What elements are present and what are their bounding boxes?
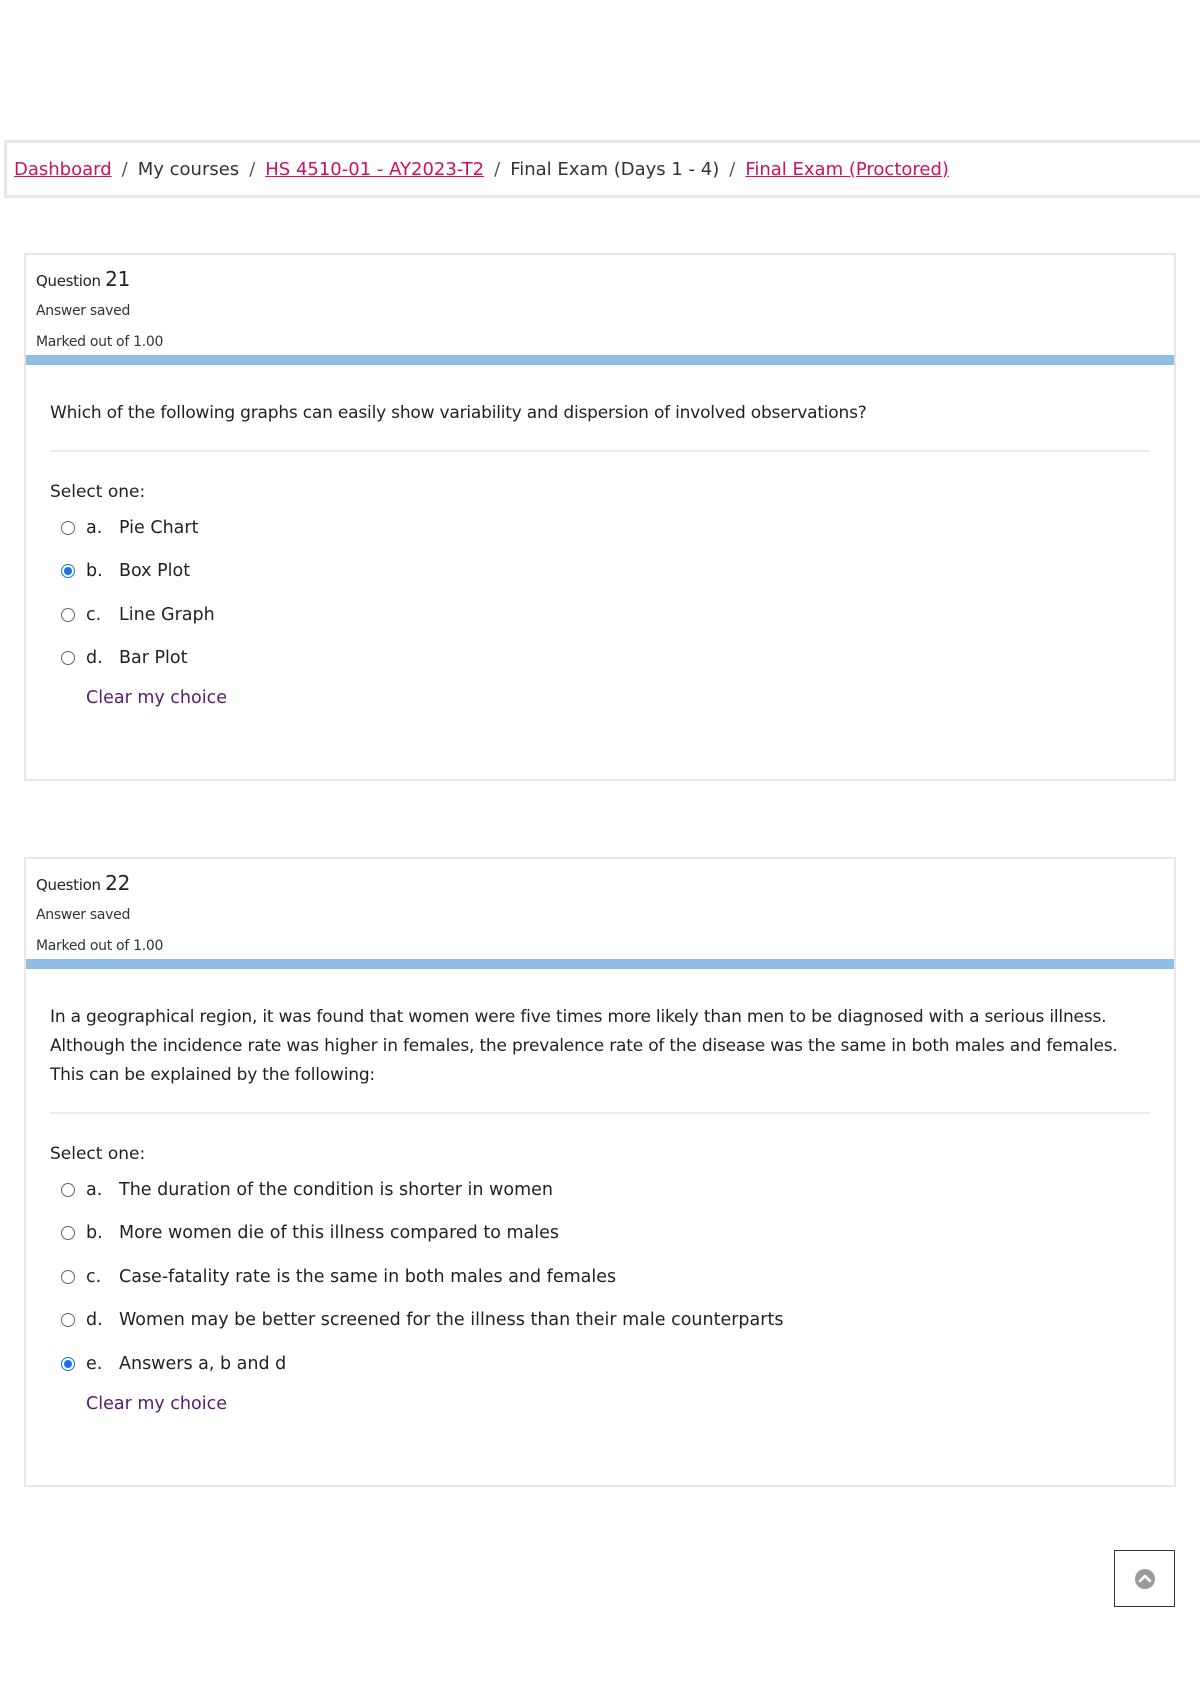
divider	[50, 450, 1150, 452]
question-label: Question	[36, 272, 101, 290]
radio-button[interactable]	[61, 608, 75, 622]
question-number	[36, 267, 1174, 291]
option-letter: a.	[86, 1179, 103, 1200]
option-letter: a.	[86, 517, 103, 538]
question-accent-bar	[26, 355, 1174, 365]
question-accent-bar	[26, 959, 1174, 969]
answer-option-c[interactable]	[50, 1255, 1150, 1299]
question-content	[26, 365, 1174, 708]
option-letter: c.	[86, 1266, 102, 1287]
breadcrumb-separator: /	[249, 158, 256, 180]
breadcrumb-course-link[interactable]: HS 4510-01 - AY2023-T2	[265, 158, 485, 180]
radio-button[interactable]	[61, 1183, 75, 1197]
answer-option-d[interactable]	[50, 637, 1150, 681]
question-marks: Marked out of 1.00	[36, 938, 164, 954]
question-info	[26, 859, 1174, 959]
option-letter: c.	[86, 604, 102, 625]
chevron-up-circle-icon	[1134, 1568, 1156, 1590]
option-text: Bar Plot	[119, 648, 188, 669]
radio-button[interactable]	[61, 1270, 75, 1284]
breadcrumb-separator: /	[121, 158, 128, 180]
option-text: More women die of this illness compared to males	[119, 1223, 560, 1244]
clear-my-choice-link[interactable]: Clear my choice	[86, 688, 227, 708]
question-status: Answer saved	[36, 303, 131, 319]
option-text: Line Graph	[119, 604, 215, 625]
answer-options	[50, 506, 1150, 680]
answer-option-c[interactable]	[50, 593, 1150, 637]
select-one-label: Select one:	[50, 482, 146, 502]
select-one-label: Select one:	[50, 1144, 146, 1164]
breadcrumb	[4, 140, 1200, 198]
radio-button-selected[interactable]	[61, 564, 75, 578]
radio-button[interactable]	[61, 521, 75, 535]
option-text: Box Plot	[119, 561, 191, 582]
option-letter: d.	[86, 648, 103, 669]
question-number-value: 21	[105, 267, 131, 291]
option-letter: b.	[86, 1223, 103, 1244]
radio-button[interactable]	[61, 651, 75, 665]
question-status: Answer saved	[36, 907, 131, 923]
breadcrumb-separator: /	[729, 158, 736, 180]
option-text: Women may be better screened for the illness than their male counterparts	[119, 1310, 784, 1331]
answer-option-e[interactable]	[50, 1342, 1150, 1386]
answer-option-d[interactable]	[50, 1299, 1150, 1343]
breadcrumb-separator: /	[494, 158, 501, 180]
question-card	[24, 253, 1176, 781]
option-letter: e.	[86, 1353, 103, 1374]
radio-button[interactable]	[61, 1226, 75, 1240]
breadcrumb-section: Final Exam (Days 1 - 4)	[510, 158, 720, 180]
answer-option-b[interactable]	[50, 1212, 1150, 1256]
radio-button-selected[interactable]	[61, 1357, 75, 1371]
option-letter: d.	[86, 1310, 103, 1331]
breadcrumb-quiz-link[interactable]: Final Exam (Proctored)	[745, 158, 949, 180]
clear-my-choice-link[interactable]: Clear my choice	[86, 1393, 227, 1414]
question-marks: Marked out of 1.00	[36, 334, 164, 350]
breadcrumb-my-courses: My courses	[137, 158, 240, 180]
back-to-top-button[interactable]	[1114, 1550, 1175, 1607]
option-letter: b.	[86, 561, 103, 582]
question-info	[26, 255, 1174, 355]
question-card	[24, 857, 1176, 1487]
answer-option-b[interactable]	[50, 550, 1150, 594]
option-text: Case-fatality rate is the same in both males and females	[119, 1266, 617, 1287]
question-content	[26, 969, 1174, 1414]
answer-option-a[interactable]	[50, 506, 1150, 550]
question-text: Which of the following graphs can easily show variability and dispersion of involved observations?	[50, 403, 867, 423]
question-text: In a geographical region, it was found that women were five times more likely than men to be diagnosed with a serious illness. Although the incidence rate was higher in females, the prevalence rate of the disease was the same in both males and females. This can be explained by the following:	[50, 1007, 1118, 1085]
option-text: Answers a, b and d	[119, 1353, 287, 1374]
question-number-value: 22	[105, 871, 131, 895]
question-label: Question	[36, 876, 101, 894]
option-text: Pie Chart	[119, 517, 199, 538]
option-text: The duration of the condition is shorter in women	[119, 1179, 553, 1200]
answer-options	[50, 1168, 1150, 1386]
breadcrumb-dashboard-link[interactable]: Dashboard	[14, 158, 112, 180]
answer-option-a[interactable]	[50, 1168, 1150, 1212]
radio-button[interactable]	[61, 1313, 75, 1327]
question-number	[36, 871, 1174, 895]
divider	[50, 1112, 1150, 1114]
